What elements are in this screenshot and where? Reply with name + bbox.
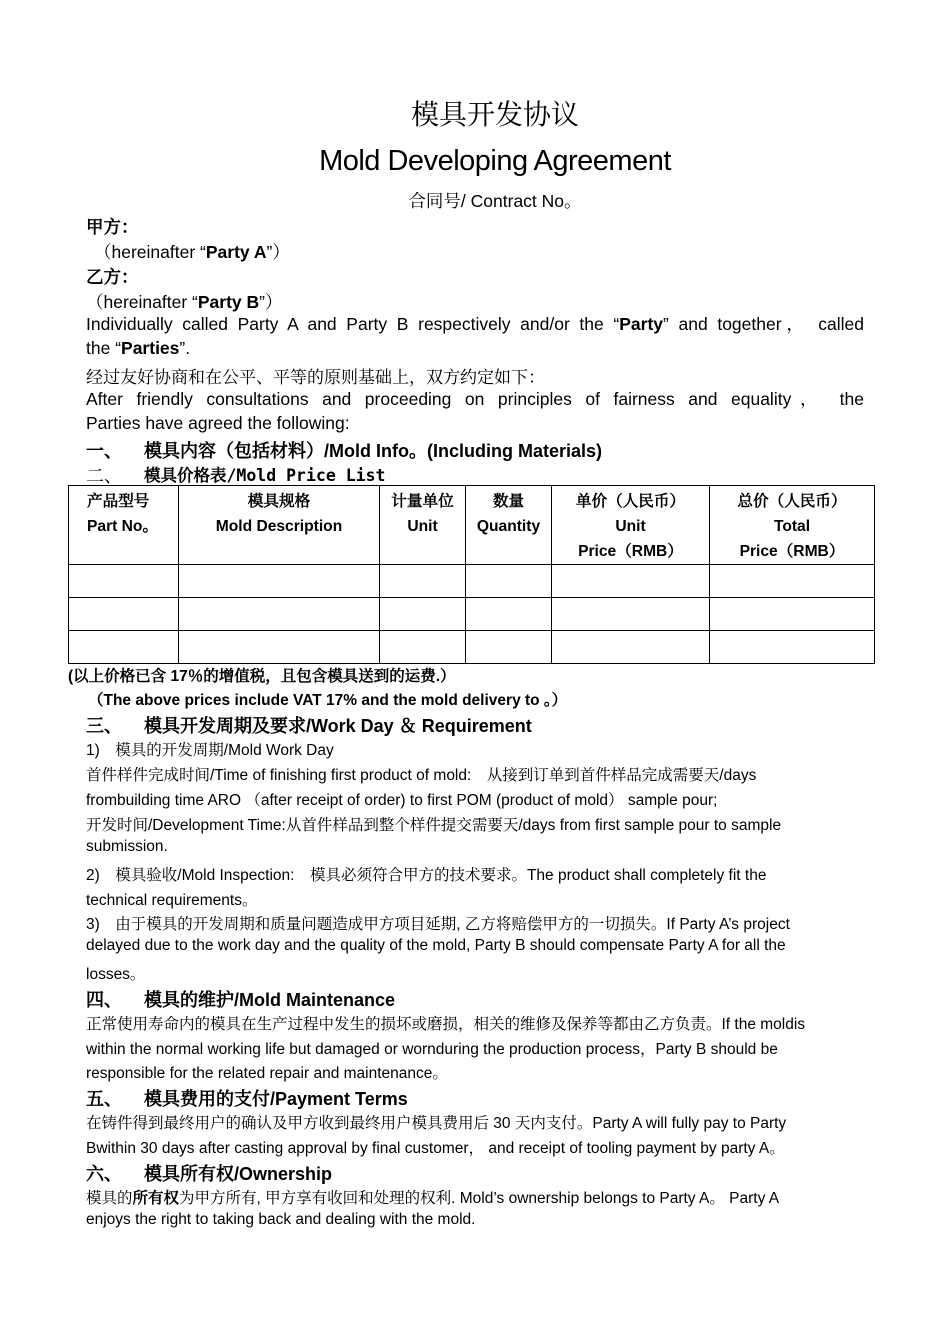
workday-item-1-line-1: 首件样件完成时间/Time of finishing first product of mold: 从接到订单到首件样品完成需要天/days xyxy=(86,767,757,784)
workday-item-2-line-1: 2) 模具验收/Mold Inspection: 模具必须符合甲方的技术要求。The product shall completely fit the xyxy=(86,867,767,884)
table-cell xyxy=(69,565,179,598)
header-quantity: 数量 Quantity xyxy=(466,486,552,565)
table-cell xyxy=(466,631,552,664)
header-part-no: 产品型号 Part No。 xyxy=(69,486,179,565)
table-cell xyxy=(69,598,179,631)
contract-number: 合同号/ Contract No。 xyxy=(408,191,582,211)
intro-individually-line: Individually called Party A and Party B respectively and/or the “Party” and together， called xyxy=(86,314,864,334)
workday-item-1-line-3: 开发时间/Development Time:从首件样品到整个样件提交需要天/days from first sample pour to sample xyxy=(86,817,782,834)
maintenance-line-3: responsible for the related repair and maintenance。 xyxy=(86,1065,448,1082)
maintenance-line-1: 正常使用寿命内的模具在生产过程中发生的损坏或磨损，相关的维修及保养等都由乙方负责。If the moldis xyxy=(86,1016,806,1033)
header-unit: 计量单位 Unit xyxy=(380,486,466,565)
maintenance-line-2: within the normal working life but damaged or wornduring the production process，Party B should be xyxy=(86,1041,778,1058)
intro-english-line-1: After friendly consultations and proceeding on principles of fairness and equality， the xyxy=(86,389,864,409)
table-cell xyxy=(466,598,552,631)
intro-chinese: 经过友好协商和在公平、平等的原则基础上，双方约定如下： xyxy=(86,368,545,388)
title-english: Mold Developing Agreement xyxy=(319,145,671,177)
payment-line-1: 在铸件得到最终用户的确认及甲方收到最终用户模具费用后 30 天内支付。Party A will fully pay to Party xyxy=(86,1115,787,1132)
workday-item-3-line-1: 3) 由于模具的开发周期和质量问题造成甲方项目延期, 乙方将赔偿甲方的一切损失。If Party A’s project xyxy=(86,916,790,933)
header-mold-description: 模具规格 Mold Description xyxy=(179,486,380,565)
workday-item-3-line-3: losses。 xyxy=(86,966,146,983)
table-cell xyxy=(69,631,179,664)
table-cell xyxy=(380,631,466,664)
title-chinese: 模具开发协议 xyxy=(410,98,579,131)
workday-item-2-line-2: technical requirements。 xyxy=(86,892,258,909)
header-unit-price: 单价（人民币） Unit Price（RMB） xyxy=(552,486,710,565)
table-row xyxy=(69,631,875,664)
workday-item-3-line-2: delayed due to the work day and the quality of the mold, Party B should compensate Party A for all the xyxy=(86,937,786,954)
header-total-price: 总价（人民币） Total Price（RMB） xyxy=(710,486,875,565)
party-a-hereinafter: （hereinafter “Party A”） xyxy=(94,242,290,262)
party-b-label: 乙方： xyxy=(86,267,139,287)
table-cell xyxy=(552,598,710,631)
table-cell xyxy=(179,631,380,664)
table-cell xyxy=(179,565,380,598)
price-note-english: （The above prices include VAT 17% and the mold delivery to 。） xyxy=(88,692,568,709)
price-table-header-row xyxy=(69,486,875,565)
table-cell xyxy=(710,631,875,664)
table-row xyxy=(69,598,875,631)
intro-parties-line: the “Parties”. xyxy=(86,338,191,358)
table-cell xyxy=(710,598,875,631)
table-cell xyxy=(552,631,710,664)
price-note-chinese: (以上价格已含 17％的增值税，且包含模具送到的运费.） xyxy=(68,668,456,685)
party-b-hereinafter: （hereinafter “Party B”） xyxy=(86,292,283,312)
workday-item-1-line-4: submission. xyxy=(86,838,168,855)
ownership-line-1: 模具的所有权为甲方所有, 甲方享有收回和处理的权利. Mold’s ownership belongs to Party A。 Party A xyxy=(86,1190,780,1207)
workday-item-1-title: 1) 模具的开发周期/Mold Work Day xyxy=(86,742,334,759)
party-a-label: 甲方： xyxy=(86,217,139,237)
table-row xyxy=(69,565,875,598)
payment-line-2: Bwithin 30 days after casting approval by final customer， and receipt of tooling payment by party A。 xyxy=(86,1140,785,1157)
intro-english-line-2: Parties have agreed the following: xyxy=(86,413,350,433)
table-cell xyxy=(466,565,552,598)
table-cell xyxy=(710,565,875,598)
document-page: 模具开发协议 Mold Developing Agreement 合同号/ Contract No。 甲方： （hereinafter “Party A”） 乙方： （hereinafter “Party B”） Individually called Party A and Party B respectively and/or the “Party” and together， called the “Parties”. 经过友好协商和在公平、平等的原则基础上，双方约定如下： After friendly consultations and proceeding on principles of fairness and equality， the Parties have agreed the following: 一、 模具内容（包括材料）/Mold Info。(Including Materials) 二、 模具价格表/Mold Price List 产品型号 Part No。 模具规格 Mold Description 计量单位 Unit 数量 Quantity 单价（人民币） Unit Price（RMB） 总价（人民币） Total Price（RMB） (以上价格已含 17％的增值税，且包含模具送到的运费.） （The above prices include VAT 17% and the mold delivery to 。） 三、 模具开发周期及要求/Work Day ＆ Requirement 1) 模具的开发周期/Mold Work Day 首件样件完成时间/Time of finishing first product of mold: 从接到订单到首件样品完成需要天/days frombuilding time ARO （after receipt of order) to first POM (product of mold） sample pour; 开发时间/Development Time:从首件样品到整个样件提交需要天/days from first sample pour to sample submission. 2) 模具验收/Mold Inspection: 模具必须符合甲方的技术要求。The product shall completely fit the technical requirements。 3) 由于模具的开发周期和质量问题造成甲方项目延期, 乙方将赔偿甲方的一切损失。If Party A’s project delayed due to the work day and the quality of the mold, Party B should compensate Party A for all the losses。 四、 模具的维护/Mold Maintenance 正常使用寿命内的模具在生产过程中发生的损坏或磨损，相关的维修及保养等都由乙方负责。If the moldis within the normal working life but damaged or wornduring the production process，Party B should be responsible for the related repair and maintenance。 五、 模具费用的支付/Payment Terms 在铸件得到最终用户的确认及甲方收到最终用户模具费用后 30 天内支付。Party A will fully pay to Party Bwithin 30 days after casting approval by final customer， and receipt of tooling payment by party A。 六、 模具所有权/Ownership 模具的所有权为甲方所有, 甲方享有收回和处理的权利. Mold’s ownership belongs to Party A。 Party A enjoys the right to taking back and dealing with the mold. xyxy=(0,0,950,1344)
table-cell xyxy=(380,565,466,598)
table-cell xyxy=(552,565,710,598)
price-table xyxy=(68,485,875,664)
workday-item-1-line-2: frombuilding time ARO （after receipt of order) to first POM (product of mold） sample pour; xyxy=(86,792,718,809)
ownership-line-2: enjoys the right to taking back and dealing with the mold. xyxy=(86,1211,476,1228)
table-cell xyxy=(380,598,466,631)
table-cell xyxy=(179,598,380,631)
